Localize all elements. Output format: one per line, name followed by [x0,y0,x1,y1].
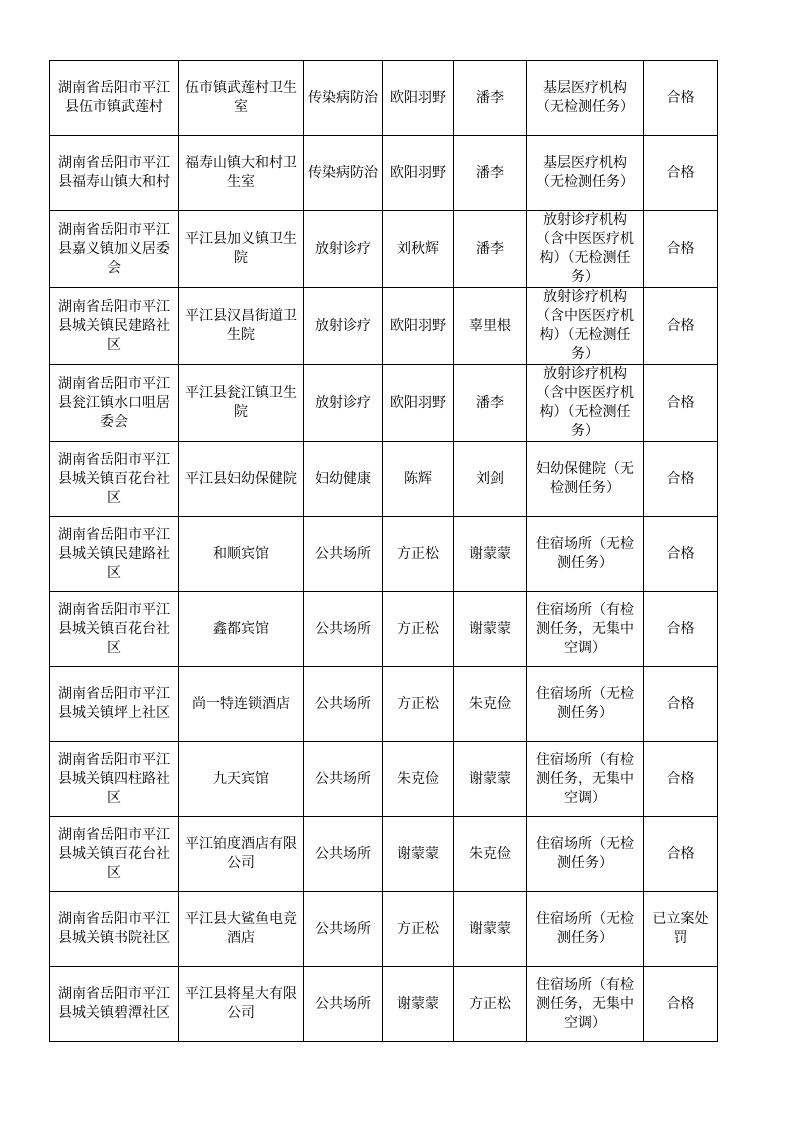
result-cell: 合格 [644,211,718,288]
unit-name-cell: 九天宾馆 [179,742,304,817]
inspection-table [49,60,718,1042]
facility-type-cell: 住宿场所（无检测任务） [527,817,644,892]
inspector-primary-cell: 方正松 [383,667,454,742]
result-cell: 合格 [644,288,718,365]
address-cell: 湖南省岳阳市平江县城关镇民建路社区 [50,517,179,592]
table-row [50,288,718,365]
category-cell: 公共场所 [304,742,383,817]
inspector-secondary-cell: 谢蒙蒙 [454,517,527,592]
facility-type-cell: 放射诊疗机构（含中医医疗机构）（无检测任务） [527,365,644,442]
category-cell: 放射诊疗 [304,211,383,288]
facility-type-cell: 住宿场所（无检测任务） [527,667,644,742]
address-cell: 湖南省岳阳市平江县城关镇百花台社区 [50,592,179,667]
result-cell: 合格 [644,742,718,817]
unit-name-cell: 平江县瓮江镇卫生院 [179,365,304,442]
result-cell: 合格 [644,667,718,742]
address-cell: 湖南省岳阳市平江县城关镇坪上社区 [50,667,179,742]
unit-name-cell: 平江县汉昌街道卫生院 [179,288,304,365]
category-cell: 公共场所 [304,817,383,892]
inspector-secondary-cell: 谢蒙蒙 [454,892,527,967]
inspector-primary-cell: 方正松 [383,517,454,592]
unit-name-cell: 尚一特连锁酒店 [179,667,304,742]
unit-name-cell: 平江县加义镇卫生院 [179,211,304,288]
category-cell: 公共场所 [304,592,383,667]
result-cell: 合格 [644,517,718,592]
table-row [50,211,718,288]
unit-name-cell: 福寿山镇大和村卫生室 [179,136,304,211]
table-row [50,817,718,892]
address-cell: 湖南省岳阳市平江县城关镇民建路社区 [50,288,179,365]
facility-type-cell: 住宿场所（有检测任务，无集中空调） [527,742,644,817]
address-cell: 湖南省岳阳市平江县城关镇百花台社区 [50,442,179,517]
result-cell: 合格 [644,967,718,1042]
facility-type-cell: 住宿场所（有检测任务，无集中空调） [527,592,644,667]
table-row [50,892,718,967]
table-row [50,136,718,211]
unit-name-cell: 鑫都宾馆 [179,592,304,667]
unit-name-cell: 平江铂度酒店有限公司 [179,817,304,892]
table-row [50,667,718,742]
table-row [50,967,718,1042]
facility-type-cell: 住宿场所（有检测任务，无集中空调） [527,967,644,1042]
category-cell: 公共场所 [304,667,383,742]
facility-type-cell: 基层医疗机构（无检测任务） [527,136,644,211]
category-cell: 妇幼健康 [304,442,383,517]
table-row [50,592,718,667]
table-row [50,742,718,817]
facility-type-cell: 放射诊疗机构（含中医医疗机构）（无检测任务） [527,211,644,288]
category-cell: 放射诊疗 [304,365,383,442]
facility-type-cell: 妇幼保健院（无检测任务） [527,442,644,517]
facility-type-cell: 基层医疗机构（无检测任务） [527,61,644,136]
category-cell: 公共场所 [304,892,383,967]
address-cell: 湖南省岳阳市平江县城关镇碧潭社区 [50,967,179,1042]
address-cell: 湖南省岳阳市平江县福寿山镇大和村 [50,136,179,211]
result-cell: 合格 [644,61,718,136]
inspector-secondary-cell: 朱克俭 [454,667,527,742]
inspector-primary-cell: 陈辉 [383,442,454,517]
result-cell: 合格 [644,442,718,517]
address-cell: 湖南省岳阳市平江县伍市镇武莲村 [50,61,179,136]
inspector-primary-cell: 欧阳羽野 [383,288,454,365]
table-row [50,442,718,517]
inspector-secondary-cell: 辜里根 [454,288,527,365]
inspector-primary-cell: 朱克俭 [383,742,454,817]
inspector-primary-cell: 方正松 [383,892,454,967]
facility-type-cell: 放射诊疗机构（含中医医疗机构）（无检测任务） [527,288,644,365]
unit-name-cell: 平江县妇幼保健院 [179,442,304,517]
inspector-secondary-cell: 刘剑 [454,442,527,517]
unit-name-cell: 平江县将星大有限公司 [179,967,304,1042]
category-cell: 公共场所 [304,967,383,1042]
inspector-primary-cell: 谢蒙蒙 [383,967,454,1042]
unit-name-cell: 平江县大鲨鱼电竞酒店 [179,892,304,967]
address-cell: 湖南省岳阳市平江县城关镇四柱路社区 [50,742,179,817]
inspector-primary-cell: 刘秋辉 [383,211,454,288]
inspector-primary-cell: 欧阳羽野 [383,365,454,442]
address-cell: 湖南省岳阳市平江县瓮江镇水口咀居委会 [50,365,179,442]
unit-name-cell: 和顺宾馆 [179,517,304,592]
category-cell: 公共场所 [304,517,383,592]
table-row [50,365,718,442]
category-cell: 传染病防治 [304,136,383,211]
facility-type-cell: 住宿场所（无检测任务） [527,517,644,592]
category-cell: 放射诊疗 [304,288,383,365]
inspector-secondary-cell: 潘李 [454,136,527,211]
inspector-primary-cell: 方正松 [383,592,454,667]
result-cell: 合格 [644,817,718,892]
inspector-secondary-cell: 潘李 [454,61,527,136]
inspector-secondary-cell: 谢蒙蒙 [454,742,527,817]
inspector-secondary-cell: 朱克俭 [454,817,527,892]
result-cell: 合格 [644,592,718,667]
address-cell: 湖南省岳阳市平江县城关镇书院社区 [50,892,179,967]
result-cell: 合格 [644,365,718,442]
unit-name-cell: 伍市镇武莲村卫生室 [179,61,304,136]
address-cell: 湖南省岳阳市平江县城关镇百花台社区 [50,817,179,892]
inspection-table-body [50,61,718,1042]
table-row [50,517,718,592]
inspector-primary-cell: 欧阳羽野 [383,61,454,136]
inspector-primary-cell: 欧阳羽野 [383,136,454,211]
inspector-secondary-cell: 方正松 [454,967,527,1042]
result-cell: 合格 [644,136,718,211]
category-cell: 传染病防治 [304,61,383,136]
inspector-secondary-cell: 潘李 [454,211,527,288]
result-cell: 已立案处罚 [644,892,718,967]
inspector-secondary-cell: 谢蒙蒙 [454,592,527,667]
inspector-primary-cell: 谢蒙蒙 [383,817,454,892]
address-cell: 湖南省岳阳市平江县嘉义镇加义居委会 [50,211,179,288]
table-row [50,61,718,136]
inspector-secondary-cell: 潘李 [454,365,527,442]
facility-type-cell: 住宿场所（无检测任务） [527,892,644,967]
